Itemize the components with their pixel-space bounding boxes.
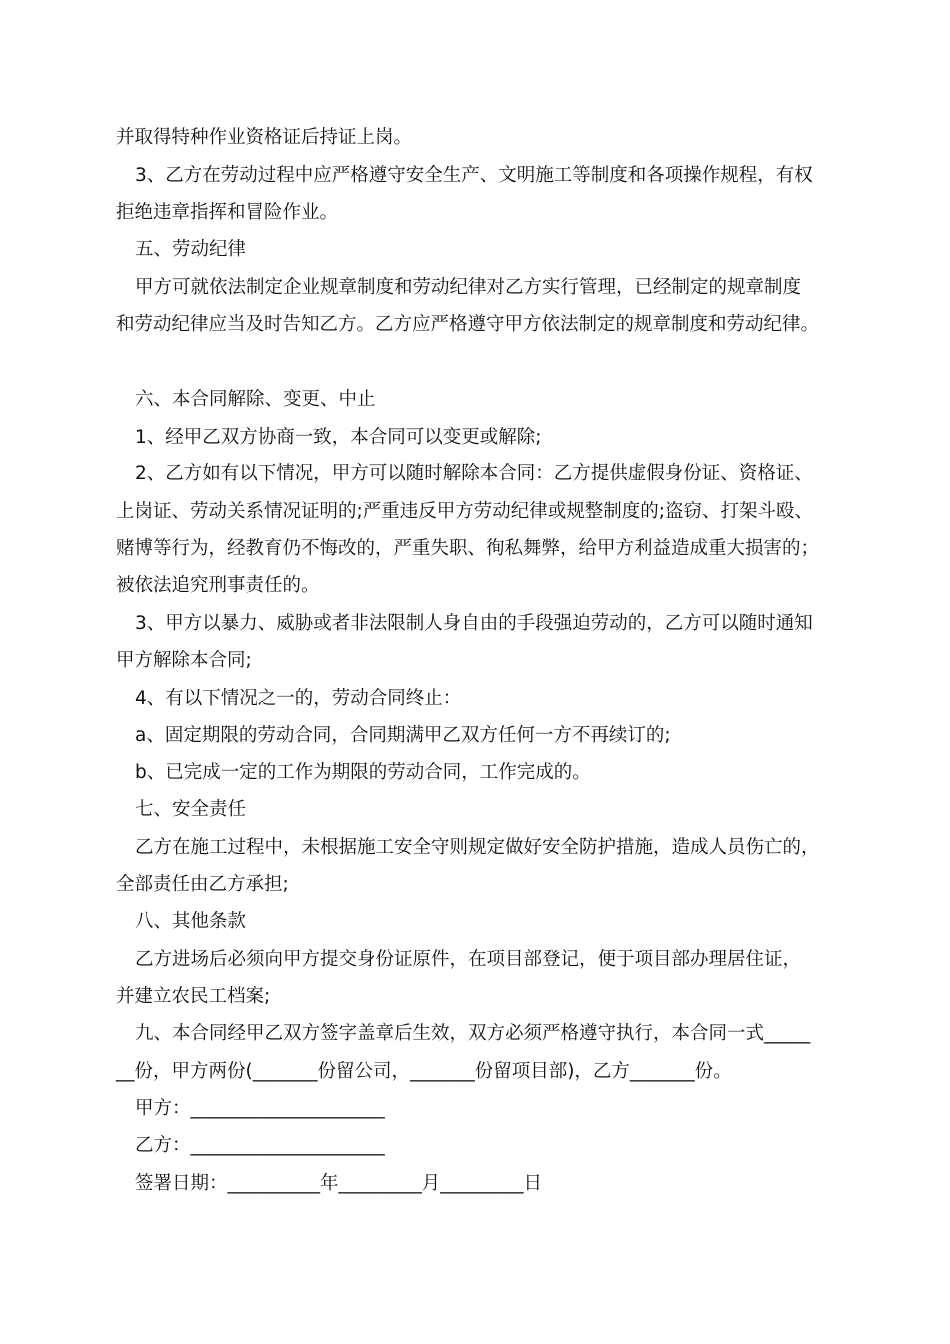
paragraph-line: 全部责任由乙方承担;	[116, 874, 289, 895]
paragraph-line: b、已完成一定的工作为期限的劳动合同，工作完成的。	[135, 762, 591, 783]
paragraph-line: 并取得特种作业资格证后持证上岗。	[116, 127, 413, 148]
paragraph-line: 九、本合同经甲乙双方签字盖章后生效，双方必须严格遵守执行，本合同一式_____	[135, 1023, 811, 1044]
paragraph-line: 并建立农民工档案;	[116, 986, 271, 1007]
section-heading: 八、其他条款	[135, 911, 247, 932]
paragraph-line: a、固定期限的劳动合同，合同期满甲乙双方任何一方不再续订的;	[135, 725, 671, 746]
section-heading: 七、安全责任	[135, 799, 247, 820]
section-heading: 五、劳动纪律	[135, 239, 247, 260]
signing-date-line: 签署日期：__________年_________月_________日	[135, 1173, 543, 1194]
paragraph-line: 被依法追究刑事责任的。	[116, 575, 320, 596]
paragraph-line: 3、甲方以暴力、威胁或者非法限制人身自由的手段强迫劳动的，乙方可以随时通知	[135, 613, 813, 634]
party-b-signature-line: 乙方：_____________________	[135, 1135, 385, 1156]
paragraph-line: 1、经甲乙双方协商一致，本合同可以变更或解除;	[135, 427, 542, 448]
paragraph-line: __份，甲方两份(_______份留公司，_______份留项目部)，乙方_______份。	[116, 1061, 732, 1082]
paragraph-line: 和劳动纪律应当及时告知乙方。乙方应严格遵守甲方依法制定的规章制度和劳动纪律。	[116, 314, 820, 335]
party-a-signature-line: 甲方：_____________________	[135, 1098, 385, 1119]
paragraph-line: 乙方进场后必须向甲方提交身份证原件，在项目部登记，便于项目部办理居住证，	[135, 949, 802, 970]
paragraph-line: 拒绝违章指挥和冒险作业。	[116, 202, 339, 223]
paragraph-line: 甲方解除本合同;	[116, 650, 252, 671]
section-heading: 六、本合同解除、变更、中止	[135, 389, 376, 410]
paragraph-line: 上岗证、劳动关系情况证明的;严重违反甲方劳动纪律或规整制度的;盗窃、打架斗殴、	[116, 501, 813, 522]
paragraph-line: 甲方可就依法制定企业规章制度和劳动纪律对乙方实行管理，已经制定的规章制度	[135, 277, 802, 298]
paragraph-line: 2、乙方如有以下情况，甲方可以随时解除本合同：乙方提供虚假身份证、资格证、	[135, 463, 813, 484]
paragraph-line: 赌博等行为，经教育仍不悔改的，严重失职、徇私舞弊，给甲方利益造成重大损害的；	[116, 538, 820, 559]
paragraph-line: 4、有以下情况之一的，劳动合同终止：	[135, 688, 462, 709]
paragraph-line: 乙方在施工过程中，未根据施工安全守则规定做好安全防护措施，造成人员伤亡的，	[135, 837, 820, 858]
paragraph-line: 3、乙方在劳动过程中应严格遵守安全生产、文明施工等制度和各项操作规程，有权	[135, 165, 813, 186]
